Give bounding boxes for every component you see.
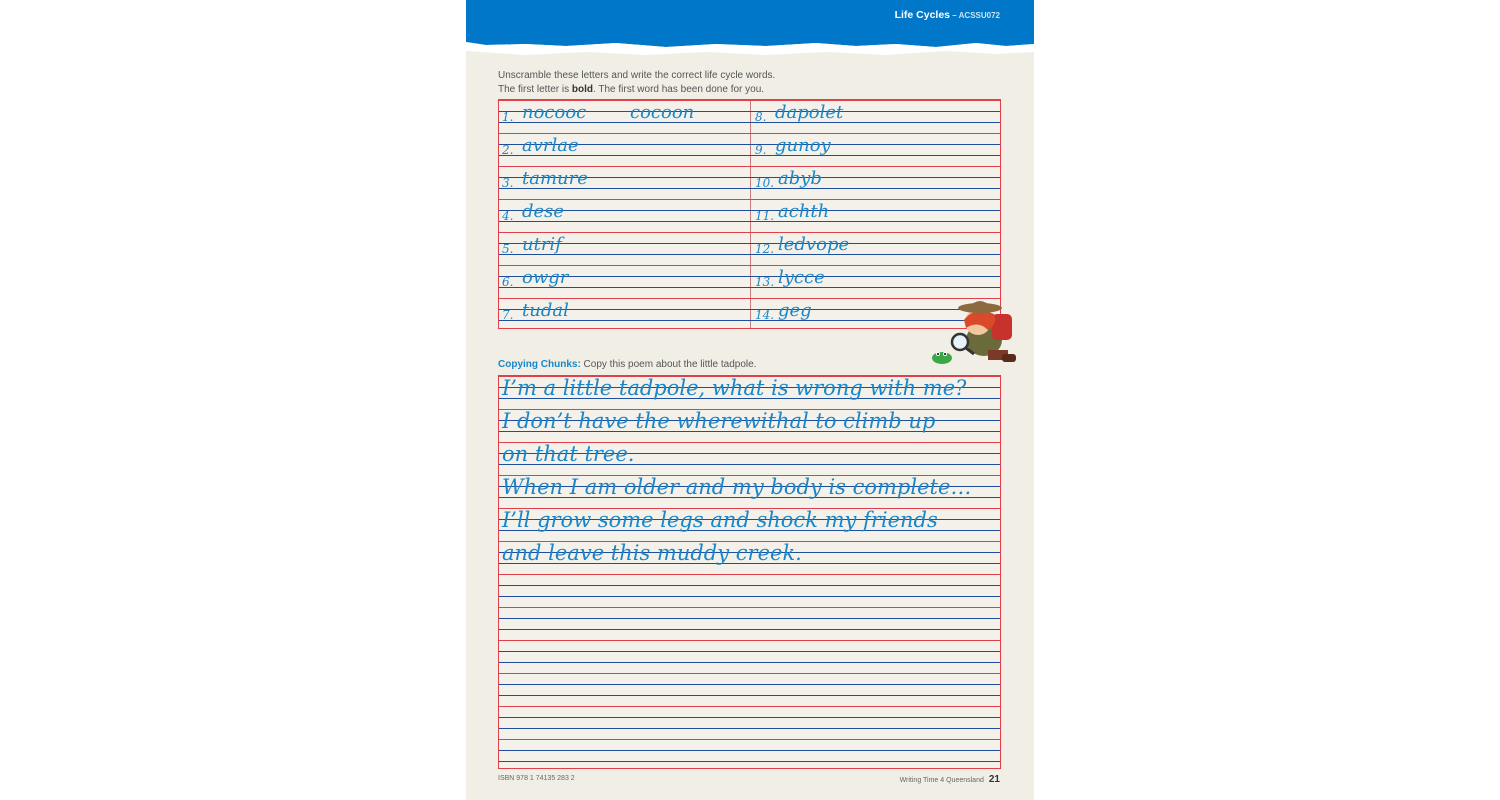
scrambled-word: abyb bbox=[778, 168, 822, 189]
scrambled-word: gunoy bbox=[775, 135, 831, 156]
ruled-line-red bbox=[499, 232, 1000, 233]
example-answer: cocoon bbox=[630, 102, 695, 123]
item-number: 10. bbox=[755, 176, 775, 190]
instructions-line-2-post: . The first word has been done for you. bbox=[593, 84, 765, 95]
ruled-line-blue bbox=[499, 210, 1000, 211]
item-number: 5. bbox=[502, 242, 514, 256]
copying-chunks-instruction bbox=[498, 359, 756, 370]
page-footer bbox=[900, 774, 1000, 785]
ruled-line-blue bbox=[499, 750, 1000, 751]
ruled-line-red bbox=[499, 133, 1000, 134]
scrambled-word: ledvope bbox=[778, 234, 850, 255]
ruled-line-red bbox=[499, 166, 1000, 167]
ruled-line-blue bbox=[499, 695, 1000, 696]
poem-line: When I am older and my body is complete… bbox=[502, 475, 972, 499]
scrambled-word: dapolet bbox=[775, 102, 844, 123]
ruled-line-blue bbox=[499, 761, 1000, 762]
curriculum-code: ACSSU072 bbox=[958, 11, 1000, 20]
header-title-text: Life Cycles bbox=[894, 9, 951, 21]
scrambled-word: utrif bbox=[522, 234, 562, 255]
instructions bbox=[498, 69, 775, 97]
item-number: 13. bbox=[755, 275, 775, 289]
explorer-girl-illustration bbox=[914, 292, 1022, 370]
ruled-line-red bbox=[499, 199, 1000, 200]
instructions-line-2-pre: The first letter is bbox=[498, 84, 572, 95]
ruled-line-blue bbox=[499, 596, 1000, 597]
ruled-line-blue bbox=[499, 243, 1000, 244]
item-number: 11. bbox=[755, 209, 775, 223]
ruled-line-red bbox=[499, 574, 1000, 575]
poem-line: I’m a little tadpole, what is wrong with me? bbox=[502, 376, 967, 400]
item-number: 1. bbox=[502, 110, 514, 124]
scrambled-word: tudal bbox=[522, 300, 569, 321]
ruled-line-blue bbox=[499, 276, 1000, 277]
ruled-line-red bbox=[499, 100, 1000, 101]
header-title bbox=[895, 9, 1000, 21]
poem-line: I don’t have the wherewithal to climb up bbox=[502, 409, 936, 433]
magnifying-glass-icon bbox=[952, 334, 968, 350]
scrambled-word: tamure bbox=[522, 168, 588, 189]
item-number: 9. bbox=[755, 143, 767, 157]
ruled-line-blue bbox=[499, 629, 1000, 630]
ruled-line-blue bbox=[499, 287, 1000, 288]
ruled-line-blue bbox=[499, 221, 1000, 222]
ruled-line-red bbox=[499, 640, 1000, 641]
column-divider bbox=[750, 100, 751, 328]
ruled-line-red bbox=[499, 265, 1000, 266]
ruled-line-blue bbox=[499, 684, 1000, 685]
frog-icon bbox=[932, 352, 952, 364]
poem-line: on that tree. bbox=[502, 442, 635, 466]
item-number: 2. bbox=[502, 143, 514, 157]
item-number: 6. bbox=[502, 275, 514, 289]
ruled-line-blue bbox=[499, 254, 1000, 255]
book-title: Writing Time 4 Queensland bbox=[899, 777, 984, 784]
instructions-line-2 bbox=[498, 83, 775, 97]
scrambled-word: avrlae bbox=[522, 135, 579, 156]
ruled-line-red bbox=[499, 706, 1000, 707]
ruled-line-red bbox=[499, 739, 1000, 740]
item-number: 7. bbox=[502, 308, 514, 322]
scrambled-word: dese bbox=[522, 201, 565, 222]
ruled-line-blue bbox=[499, 585, 1000, 586]
poem-line: I’ll grow some legs and shock my friends bbox=[502, 508, 938, 532]
ruled-line-blue bbox=[499, 662, 1000, 663]
poem-line: and leave this muddy creek. bbox=[502, 541, 802, 565]
item-number: 8. bbox=[755, 110, 767, 124]
scrambled-word: lycce bbox=[778, 267, 825, 288]
ruled-line-blue bbox=[499, 728, 1000, 729]
item-number: 3. bbox=[502, 176, 514, 190]
poem-writing-box bbox=[498, 375, 1001, 769]
ruled-line-red bbox=[499, 607, 1000, 608]
scrambled-word: nocooc bbox=[522, 102, 587, 123]
instructions-line-1: Unscramble these letters and write the correct life cycle words. bbox=[498, 70, 776, 81]
ruled-line-red bbox=[499, 673, 1000, 674]
page-number: 21 bbox=[988, 774, 1000, 785]
item-number: 14. bbox=[755, 308, 775, 322]
worksheet-page bbox=[466, 0, 1034, 800]
scrambled-word: owgr bbox=[522, 267, 569, 288]
instructions-bold-word: bold bbox=[571, 84, 594, 95]
item-number: 4. bbox=[502, 209, 514, 223]
header-separator: – bbox=[950, 11, 959, 20]
ruled-line-blue bbox=[499, 717, 1000, 718]
copying-chunks-label: Copying Chunks: bbox=[498, 359, 581, 370]
copying-chunks-text: Copy this poem about the little tadpole. bbox=[580, 359, 757, 370]
item-number: 12. bbox=[755, 242, 775, 256]
scrambled-word: geg bbox=[778, 300, 812, 321]
scrambled-word: achth bbox=[778, 201, 830, 222]
ruled-line-blue bbox=[499, 651, 1000, 652]
ruled-line-blue bbox=[499, 618, 1000, 619]
isbn: ISBN 978 1 74135 283 2 bbox=[498, 775, 575, 782]
